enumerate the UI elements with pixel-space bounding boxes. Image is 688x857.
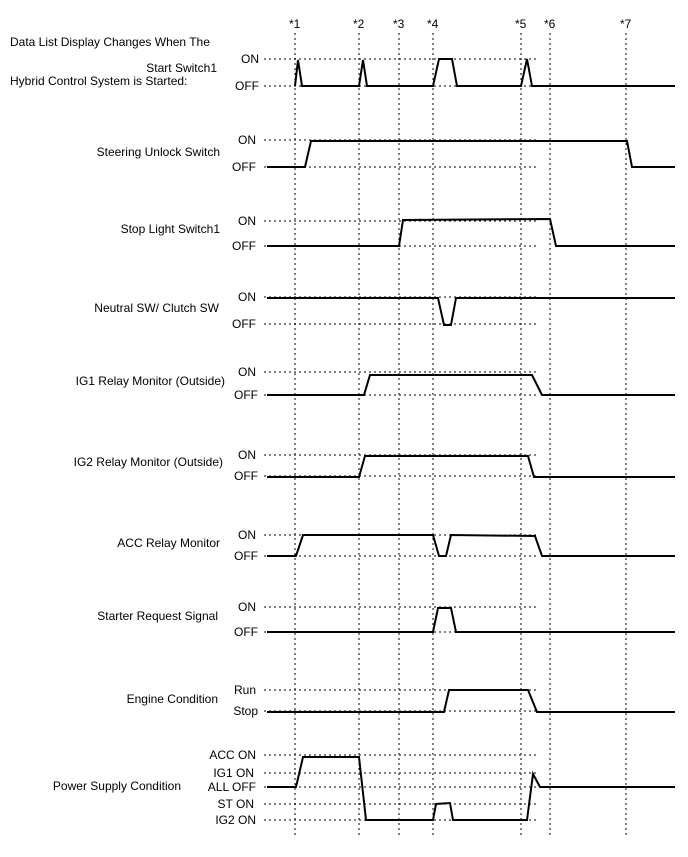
state-label: OFF bbox=[232, 160, 256, 174]
state-label: OFF bbox=[234, 388, 258, 402]
state-label: OFF bbox=[235, 79, 259, 93]
signal-label: ACC Relay Monitor bbox=[117, 536, 220, 550]
signal-label: Start Switch1 bbox=[146, 61, 217, 75]
state-label: ON bbox=[238, 448, 256, 462]
marker-label: *7 bbox=[620, 17, 632, 31]
marker-label: *4 bbox=[427, 17, 439, 31]
state-label: ON bbox=[238, 133, 256, 147]
marker-label: *3 bbox=[393, 17, 405, 31]
state-label: Stop bbox=[233, 704, 258, 718]
signal-waveform bbox=[267, 757, 675, 820]
state-label: ON bbox=[238, 528, 256, 542]
signal-label: IG2 Relay Monitor (Outside) bbox=[73, 455, 223, 469]
state-label: IG2 ON bbox=[215, 813, 256, 827]
state-label: ON bbox=[241, 52, 259, 66]
state-label: OFF bbox=[234, 549, 258, 563]
signal-label: Power Supply Condition bbox=[52, 779, 181, 793]
state-label: ST ON bbox=[217, 797, 254, 811]
signal-waveform bbox=[267, 219, 675, 246]
state-label: OFF bbox=[232, 239, 256, 253]
signal-waveform bbox=[267, 535, 675, 556]
signal-waveform bbox=[267, 608, 675, 632]
state-label: ACC ON bbox=[209, 748, 256, 762]
state-label: ON bbox=[238, 214, 256, 228]
marker-label: *1 bbox=[289, 17, 301, 31]
signal-waveform bbox=[295, 59, 675, 86]
signal-label: IG1 Relay Monitor (Outside) bbox=[75, 374, 225, 388]
signal-waveform bbox=[267, 375, 675, 395]
marker-label: *6 bbox=[544, 17, 556, 31]
state-label: OFF bbox=[232, 317, 256, 331]
state-label: ALL OFF bbox=[207, 780, 256, 794]
signal-label: Steering Unlock Switch bbox=[96, 145, 220, 159]
state-label: ON bbox=[238, 290, 256, 304]
signal-label: Starter Request Signal bbox=[97, 609, 218, 623]
signal-waveform bbox=[267, 690, 675, 712]
signal-label: Neutral SW/ Clutch SW bbox=[94, 301, 219, 315]
state-label: OFF bbox=[234, 469, 258, 483]
state-label: Run bbox=[233, 683, 256, 697]
title-line-1: Data List Display Changes When The bbox=[10, 35, 210, 49]
state-label: IG1 ON bbox=[213, 766, 254, 780]
marker-label: *5 bbox=[515, 17, 527, 31]
state-label: ON bbox=[238, 600, 256, 614]
diagram-title bbox=[10, 10, 210, 114]
marker-label: *2 bbox=[353, 17, 365, 31]
signal-label: Stop Light Switch1 bbox=[120, 222, 220, 236]
state-label: OFF bbox=[234, 625, 258, 639]
signal-waveform bbox=[267, 456, 675, 477]
signal-label: Engine Condition bbox=[126, 692, 218, 706]
signal-waveform bbox=[267, 298, 675, 325]
title-line-2: Hybrid Control System is Started: bbox=[10, 74, 188, 88]
state-label: ON bbox=[238, 365, 256, 379]
signal-waveform bbox=[267, 141, 675, 167]
